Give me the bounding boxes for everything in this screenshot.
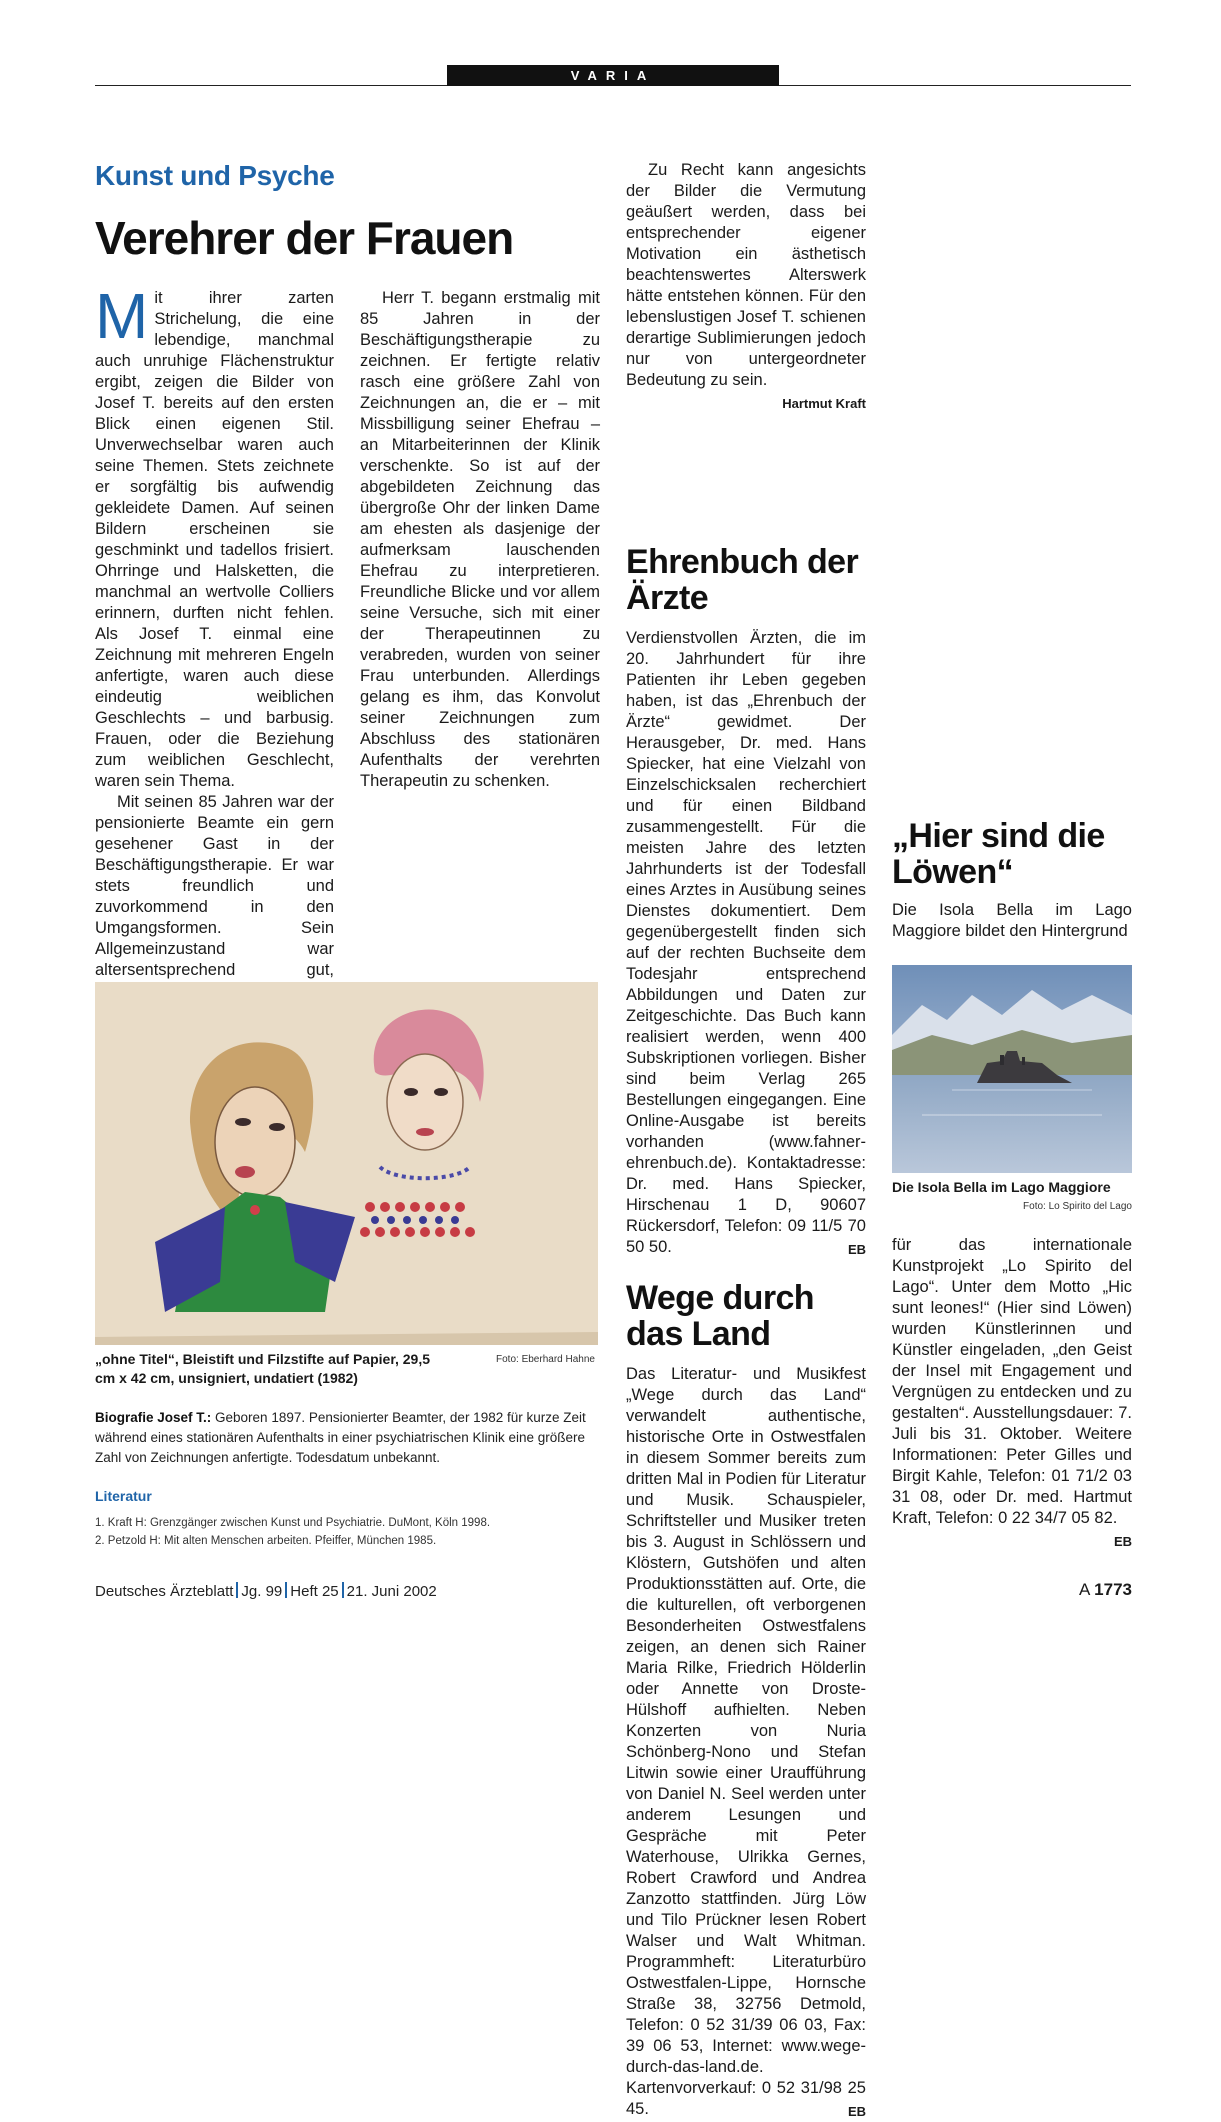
isola-photo-credit: Foto: Lo Spirito del Lago [1023,1201,1132,1212]
paragraph [626,1364,866,2120]
literature-heading: Literatur [95,1488,152,1504]
journal-volume: Jg. 99 [241,1583,283,1600]
page-prefix: A [1079,1580,1090,1599]
paragraph [626,160,866,411]
artwork-image [95,982,598,1345]
loewen-headline: „Hier sind die Löwen“ [892,817,1105,891]
paragraph [626,628,866,1258]
footer [95,1582,437,1600]
article-column-3 [626,160,866,414]
paragraph-text: it ihrer zarten Strichelung, die eine lebendige, manchmal auch unruhige Flächenstruktur ergibt, zeigen die Bilder von Josef T. bereits auf den ersten Blick einen eigenen Stil. Unverwechselbar waren auch seine Themen. Stets zeichnete er sorgfältig bis aufwendig gekleidete Damen. Auf seinen Bildern erscheinen sie geschminkt und tadellos frisiert. Ohrringe und Halsketten, die manchmal an wertvolle Colliers erinnern, durften nicht fehlen. Als Josef T. einmal eine Zeichnung mit mehreren Engeln anfertigte, waren auch diese eindeutig weiblichen Geschlechts – und barbusig. Frauen, oder die Beziehung zum weiblichen Geschlecht, waren sein Thema. [95,289,334,790]
isola-bella-photo [892,965,1132,1173]
paragraph-text: Das Literatur- und Musikfest „Wege durch das Land“ verwandelt authentische, historische Orte in Ostwestfalen in diesem Sommer bereits zum dritten Mal in Podien für Literatur und Musik. Schauspieler, Schriftsteller und Musiker treten bis 3. August in Schlössern und Klöstern, Gutshöfen und alten Produktionsstätten auf. Orte, die die kulturellen, oft verborgenen Besonderheiten Ostwestfalens zeigen, an denen sich Rainer Maria Rilke, Friedrich Hölderlin oder Annette von Droste-Hülshoff aufhielten. Neben Konzerten von Nuria Schönberg-Nono und Stefan Litwin sowie einer Uraufführung von Daniel N. Seel werden unter anderem Lesungen und Gespräche mit Peter Waterhouse, Ulrikka Gernes, Robert Crawford und Andrea Zanzotto stattfinden. Jürg Löw und Tilo Prückner lesen Robert Walser und Walt Whitman. Programmheft: Literaturbüro Ostwestfalen-Lippe, Hornsche Straße 38, 32756 Detmold, Telefon: 0 52 31/39 06 03, Fax: 39 06 53, Internet: www.wege-durch-das-land.de. Kartenvorverkauf: 0 52 31/98 25 45. [626,1365,866,2118]
journal-name: Deutsches Ärzteblatt [95,1583,234,1600]
journal-date: 21. Juni 2002 [346,1583,437,1600]
page-number [1079,1580,1132,1600]
ehrenbuch-body [626,628,866,1260]
isola-photo-caption: Die Isola Bella im Lago Maggiore [892,1179,1111,1195]
footer-separator [285,1582,287,1598]
footer-separator [342,1582,344,1598]
artwork-drawing [95,982,598,1345]
paragraph-text: für das internationale Kunstprojekt „Lo Spirito del Lago“. Unter dem Motto „Hic sunt leones!“ (Hier sind Löwen) wurden Künstlerinnen und Künstler eingeladen, „den Geist der Insel mit Engagement und Vergnügen zu entdecken und zu gestalten“. Ausstellungsdauer: 7. Juli bis 31. Oktober. Weitere Informationen: Peter Gilles und Birgit Kahle, Telefon: 01 71/2 03 31 08, oder Dr. med. Hartmut Kraft, Telefon: 0 22 34/7 05 82. [892,1236,1132,1527]
paragraph: Herr T. begann erstmalig mit 85 Jahren in der Beschäftigungstherapie zu zeichnen. Er fertigte relativ rasch eine größere Zahl von Zeichnungen an, die er – mit Missbilligung seiner Ehefrau – an Mitarbeiterinnen der Klinik verschenkte. So ist auf der abgebildeten Zeichnung das übergroße Ohr der linken Dame am ehesten als dasjenige der aufmerksam lauschenden Ehefrau zu interpretieren. Freundliche Blicke und vor allem seine Versuche, sich mit einer der Therapeutinnen zu verabreden, wurden von seiner Frau unterbunden. Allerdings gelang es ihm, das Konvolut seiner Zeichnungen zum Abschluss des stationären Aufenthalts der verehrten Therapeutin zu schenken. [360,289,600,790]
drop-cap: M [95,280,149,352]
artwork-photo-credit: Foto: Eberhard Hahne [496,1354,595,1365]
section-label: VARIA [447,65,779,86]
signature: EB [847,1242,866,1257]
footer-separator [236,1582,238,1598]
wege-body [626,1364,866,2122]
paragraph: Mit seinen 85 Jahren war der pensionierte Beamte ein gern gesehener Gast in der Beschäftigungstherapie. Er war stets freundlich und zuvorkommend in den Umgangsformen. Sein Allgemeinzustand war altersentsprechend gut, [95,793,334,979]
loewen-body [892,1235,1132,1552]
biography-text: Geboren 1897. Pensionierter Beamter, der 1982 für kurze Zeit während eines stationären Aufenthalts in einer psychiatrischen Klinik eine größere Zahl von Zeichnungen anfertigte. Todesdatum unbekannt. [95,1410,586,1465]
page-number-value: 1773 [1094,1580,1132,1599]
signature: EB [1113,1534,1132,1549]
loewen-intro [892,900,1132,942]
signature: EB [847,2104,866,2119]
article-headline: Verehrer der Frauen [95,212,514,264]
literature-item: 1. Kraft H: Grenzgänger zwischen Kunst und Psychiatrie. DuMont, Köln 1998. [95,1517,491,1529]
biography [95,1408,598,1468]
paragraph-text: Verdienstvollen Ärzten, die im 20. Jahrhundert für ihre Patienten ihr Leben gegeben haben, ist das „Ehrenbuch der Ärzte“ gewidmet. Der Herausgeber, Dr. med. Hans Spiecker, hat eine Vielzahl von Einzelschicksalen recherchiert und für einen Bildband zusammengestellt. Für die meisten Jahre des letzten Jahrhunderts ist der Todesfall eines Arztes in Ausübung seines Dienstes dokumentiert. Dem gegenübergestellt finden sich auf der rechten Buchseite dem Todesjahr entsprechend Abbildungen und Daten zur Zeitgeschichte. Das Buch kann realisiert werden, wenn 400 Subskriptionen vorliegen. Bisher sind beim Verlag 265 Bestellungen eingegangen. Eine Online-Ausgabe ist bereits vorhanden (www.fahner-ehrenbuch.de). Kontaktadresse: Dr. med. Hans Spiecker, Hirschenau 1 D, 90607 Rückersdorf, Telefon: 09 11/5 70 50 50. [626,629,866,1256]
article-kicker: Kunst und Psyche [95,160,335,191]
isola-bella-image [892,965,1132,1173]
literature-list [95,1514,598,1550]
paragraph [95,280,334,792]
artwork-caption: „ohne Titel“, Bleistift und Filzstifte auf Papier, 29,5 cm x 42 cm, unsigniert, undatiert (1982) [95,1351,431,1386]
article-column-2 [360,288,600,792]
ehrenbuch-headline: Ehrenbuch der Ärzte [626,543,859,617]
literature-item: 2. Petzold H: Mit alten Menschen arbeiten. Pfeiffer, München 1985. [95,1535,437,1547]
paragraph-text: Zu Recht kann angesichts der Bilder die Vermutung geäußert werden, dass bei entsprechender eigener Motivation ein ästhetisch beachtenswertes Alterswerk hätte entstehen können. Für den lebenslustigen Josef T. schienen derartige Sublimierungen jedoch nur von untergeordneter Bedeutung zu sein. [626,161,866,389]
paragraph [892,1235,1132,1549]
journal-issue: Heft 25 [290,1583,339,1600]
paragraph: Die Isola Bella im Lago Maggiore bildet den Hintergrund [892,901,1132,940]
wege-headline: Wege durch das Land [626,1279,814,1353]
author-signature: Hartmut Kraft [782,396,866,411]
biography-label: Biografie Josef T.: [95,1410,212,1425]
